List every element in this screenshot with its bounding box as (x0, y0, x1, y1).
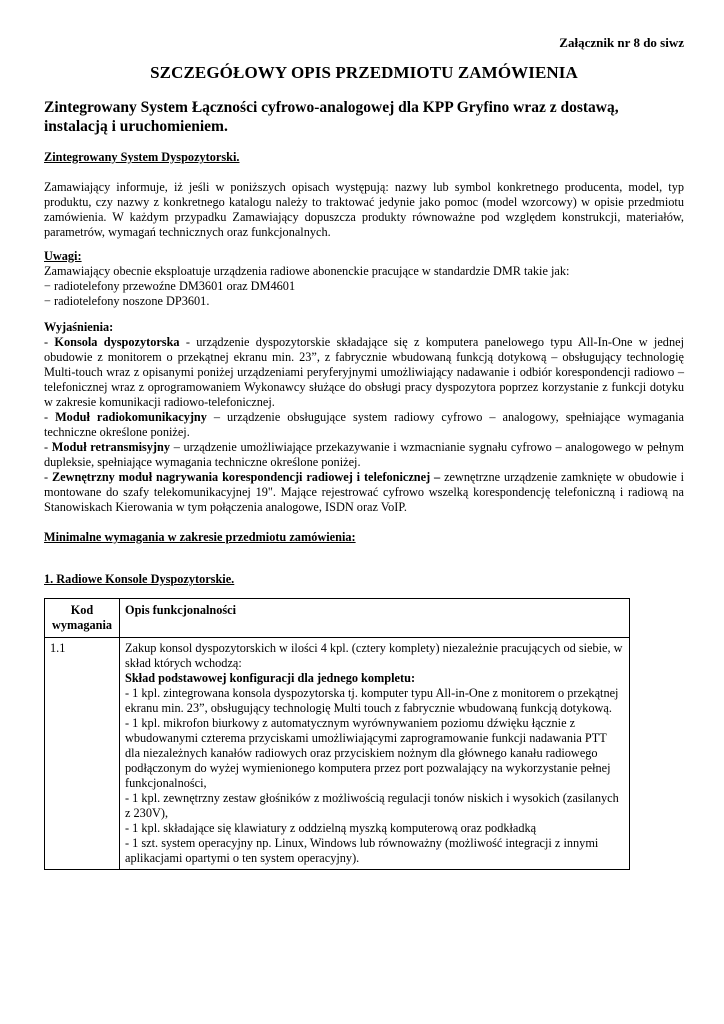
description-line: - 1 szt. system operacyjny np. Linux, Windows lub równoważny (możliwość integracji z innymi aplikacjami opartymi o ten system operacyjny). (125, 836, 599, 865)
explanation-term: Konsola dyspozytorska (54, 335, 180, 349)
requirements-table (44, 598, 630, 870)
min-requirements-heading: Minimalne wymagania w zakresie przedmiotu zamówienia: (44, 530, 356, 544)
remarks-block (44, 249, 684, 309)
explanation-text: – urządzenie obsługujące system radiowy cyfrowo – analogowy, spełniające wymagania techniczne określone poniżej. (44, 410, 684, 439)
description-line: Zakup konsol dyspozytorskich w ilości 4 kpl. (cztery komplety) niezależnie pracujących od siebie, w skład których wchodzą: (125, 641, 623, 670)
explanation-text: - urządzenie dyspozytorskie składające się z komputera panelowego typu All-In-One w jednej obudowie z monitorem o przekątnej ekranu min. 23”, z fabrycznie wbudowaną funkcją dotykową – obsługujący technologię Multi-touch wraz z opisanymi poniżej urządzeniami peryferyjnymi umożliwiający nadawanie i odbiór korespondencji radiowo – telefonicznej wraz z oprogramowaniem Wykonawcy służące do obsługi pracy dyspozytora poprzez korzystanie z funkcji dotyku w zakresie komunikacji radiowo-telefonicznej. (44, 335, 684, 409)
explanation-item (44, 470, 684, 515)
description-line: - 1 kpl. zewnętrzny zestaw głośników z możliwością regulacji tonów niskich i wysokich (zasilanych z 230V), (125, 791, 619, 820)
annex-label: Załącznik nr 8 do siwz (559, 35, 684, 50)
intro-paragraph: Zamawiający informuje, iż jeśli w poniższych opisach występują: nazwy lub symbol konkretnego producenta, model, typ produktu, czy nazwy z konkretnego katalogu należy to traktować jedynie jako pomoc (model wzorcowy) w opisie przedmiotu zamówienia. W każdym przypadku Zamawiający dopuszcza produkty równoważne pod względem konstrukcji, materiałów, parametrów, wymagań technicznych oraz funkcjonalnych. (44, 180, 684, 239)
explanation-item (44, 410, 684, 440)
table-row (45, 638, 630, 870)
requirement-description (120, 638, 630, 870)
explanation-prefix: - (44, 440, 52, 454)
explanation-text: – urządzenie umożliwiające przekazywanie i wzmacnianie sygnału cyfrowo – analogowego w pełnym dupleksie, spełniające wymagania techniczne określone poniżej. (44, 440, 685, 469)
column-header-description: Opis funkcjonalności (120, 599, 630, 638)
explanations-heading: Wyjaśnienia: (44, 320, 114, 334)
table-header-row (45, 599, 630, 638)
explanation-prefix: - (44, 470, 52, 484)
requirement-code: 1.1 (45, 638, 120, 870)
remarks-line: Zamawiający obecnie eksploatuje urządzenia radiowe abonenckie pracujące w standardzie DMR takie jak: (44, 264, 570, 278)
explanation-term: Moduł retransmisyjny (51, 440, 171, 454)
explanations-block (44, 320, 684, 515)
description-bold-line: Skład podstawowej konfiguracji dla jednego kompletu: (125, 671, 416, 685)
explanation-prefix: - (44, 335, 55, 349)
explanation-text: zewnętrzne urządzenie zamknięte w obudowie i montowane do szafy telekomunikacyjnej 19". Mające rejestrować cyfrowo wszelką korespondencję telefoniczną i radiową na Stanowiskach Kierowania w tym połączenia analogowe, ISDN oraz VoIP. (44, 470, 684, 514)
description-line: - 1 kpl. składające się klawiatury z oddzielną myszką komputerową oraz podkładką (125, 821, 537, 835)
remarks-line: − radiotelefony noszone DP3601. (44, 294, 210, 308)
remarks-heading: Uwagi: (44, 249, 82, 263)
column-header-code: Kod wymagania (45, 599, 120, 638)
page-title: SZCZEGÓŁOWY OPIS PRZEDMIOTU ZAMÓWIENIA (150, 63, 578, 82)
explanation-term: Zewnętrzny moduł nagrywania korespondencji radiowej i telefonicznej – (51, 470, 441, 484)
description-line: - 1 kpl. mikrofon biurkowy z automatycznym wyrównywaniem poziomu dźwięku łącznie z wbudowanymi czterema przyciskami umożliwiającymi zaprogramowanie funkcji nadawania PTT dla niezależnych kanałów radiowych oraz przyciskiem nożnym dla głównego kanału radiowego podłączonym do wyżej wymienionego komputera przez port pozwalający na wykorzystanie pełnej funkcjonalności, (125, 716, 611, 790)
explanation-item (44, 440, 684, 470)
section-dispatch-heading: Zintegrowany System Dyspozytorski. (44, 150, 240, 164)
radio-consoles-heading: 1. Radiowe Konsole Dyspozytorskie. (44, 572, 235, 586)
page-subtitle: Zintegrowany System Łączności cyfrowo-analogowej dla KPP Gryfino wraz z dostawą, instalacją i uruchomieniem. (44, 99, 619, 135)
explanation-term: Moduł radiokomunikacyjny (55, 410, 207, 424)
explanation-prefix: - (44, 410, 56, 424)
remarks-line: − radiotelefony przewoźne DM3601 oraz DM4601 (44, 279, 296, 293)
description-line: - 1 kpl. zintegrowana konsola dyspozytorska tj. komputer typu All-in-One z monitorem o przekątnej ekranu min. 23”, obsługujący technologię Multi touch z fabrycznie wbudowaną funkcją dotykową. (125, 686, 619, 715)
explanation-item (44, 335, 684, 410)
